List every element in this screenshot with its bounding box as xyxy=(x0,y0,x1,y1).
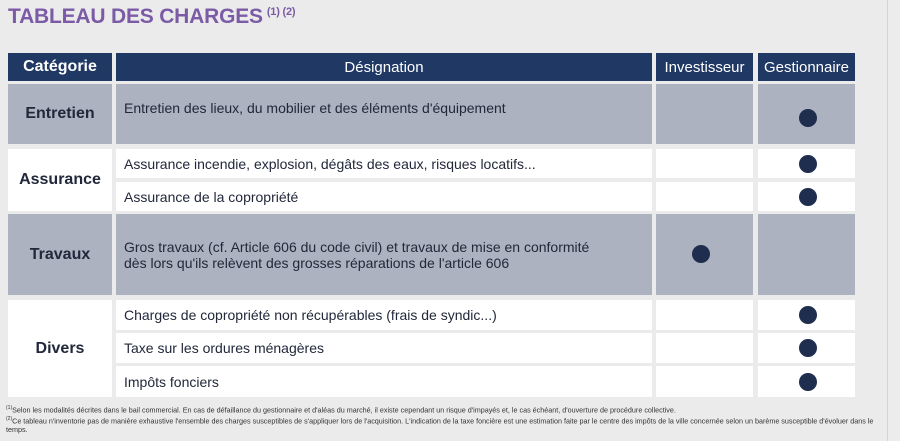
header-gestionnaire: Gestionnaire xyxy=(758,53,855,81)
page-title xyxy=(8,5,295,29)
row-travaux-gestionnaire xyxy=(758,214,855,295)
category-assurance: Assurance xyxy=(8,149,112,211)
row-divers-3-designation: Impôts fonciers xyxy=(116,366,652,397)
row-entretien-investisseur xyxy=(656,84,753,144)
row-divers-3-gestionnaire xyxy=(758,366,855,397)
check-dot-icon xyxy=(799,109,817,127)
title-footnote-marks: (1) (2) xyxy=(266,6,296,18)
row-assurance-2-designation: Assurance de la copropriété xyxy=(116,182,652,211)
row-divers-1-gestionnaire xyxy=(758,300,855,330)
row-travaux-designation xyxy=(116,214,652,295)
check-dot-icon xyxy=(799,188,817,206)
row-divers-2-gestionnaire xyxy=(758,333,855,363)
row-entretien-gestionnaire xyxy=(758,84,855,144)
check-dot-icon xyxy=(799,155,817,173)
footnote-1: $^{(1)}$Selon les modalités décrites dans le bail commercial. En cas de défaillance du gestionnaire et d'aléas du marché, il existe cependant un risque d'impayés et, le cas échéant, d'ouverture de procédure collective. xyxy=(6,405,676,415)
row-assurance-1-investisseur xyxy=(656,149,753,178)
check-dot-icon xyxy=(799,373,817,391)
row-travaux-investisseur xyxy=(656,214,753,295)
row-entretien-designation: Entretien des lieux, du mobilier et des éléments d'équipement xyxy=(116,84,652,144)
footnote-2: $^{(2)}$Ce tableau n'inventorie pas de manière exhaustive l'ensemble des charges susceptibles de s'appliquer lors de l'acquisition. L'indication de la taxe foncière est une estimation faite par le centre des impôts de la ville concernée selon un barème susceptible d'évoluer dans le temps. xyxy=(6,415,874,434)
footnotes xyxy=(6,404,886,434)
row-assurance-2-gestionnaire xyxy=(758,182,855,211)
check-dot-icon xyxy=(692,245,710,263)
category-entretien: Entretien xyxy=(8,84,112,144)
header-investisseur: Investisseur xyxy=(656,53,753,81)
category-divers: Divers xyxy=(8,300,112,397)
row-travaux-line-2: dès lors qu'ils relèvent des grosses réparations de l'article 606 xyxy=(124,254,510,271)
row-divers-1-designation: Charges de copropriété non récupérables (frais de syndic...) xyxy=(116,300,652,330)
row-assurance-1-gestionnaire xyxy=(758,149,855,178)
row-assurance-2-investisseur xyxy=(656,182,753,211)
row-divers-3-investisseur xyxy=(656,366,753,397)
row-divers-1-investisseur xyxy=(656,300,753,330)
check-dot-icon xyxy=(799,339,817,357)
header-categorie: Catégorie xyxy=(8,53,112,81)
category-travaux: Travaux xyxy=(8,214,112,295)
row-assurance-1-designation: Assurance incendie, explosion, dégâts des eaux, risques locatifs... xyxy=(116,149,652,178)
title-text: TABLEAU DES CHARGES xyxy=(8,5,263,28)
row-divers-2-designation: Taxe sur les ordures ménagères xyxy=(116,333,652,363)
row-divers-2-investisseur xyxy=(656,333,753,363)
row-travaux-line-1: Gros travaux (cf. Article 606 du code civil) et travaux de mise en conformité xyxy=(124,238,590,255)
check-dot-icon xyxy=(799,306,817,324)
header-designation: Désignation xyxy=(116,53,652,81)
